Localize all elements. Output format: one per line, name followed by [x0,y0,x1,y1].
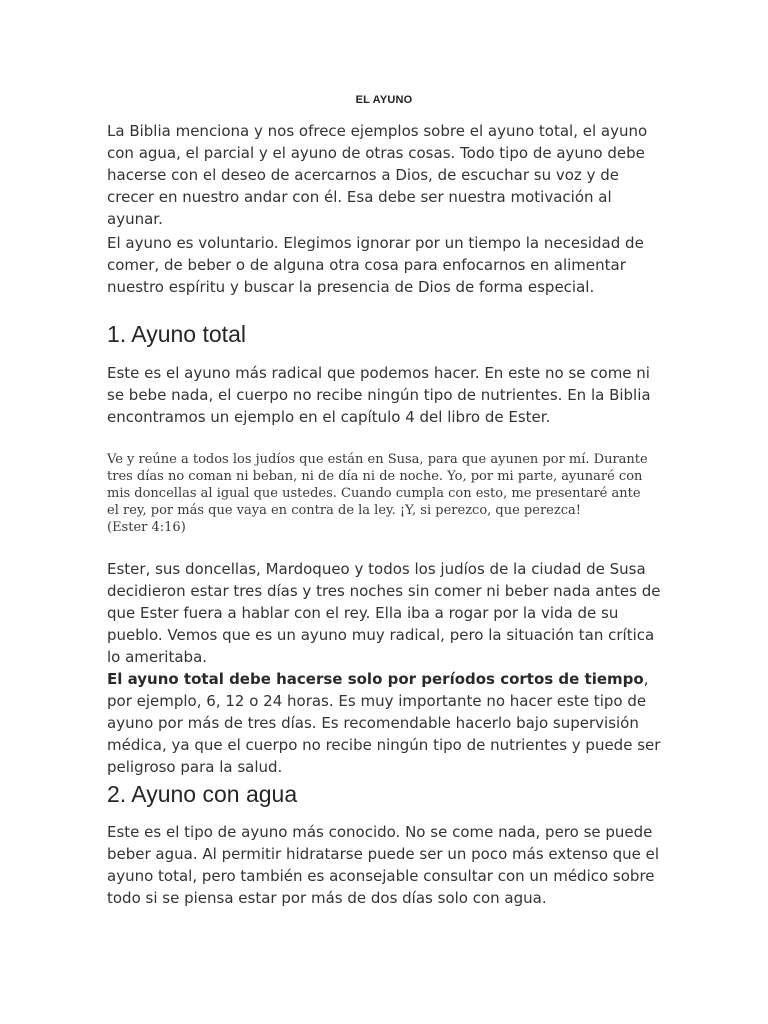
intro-paragraph-2-text: El ayuno es voluntario. Elegimos ignorar por un tiempo la necesidad de comer, de beber o de alguna otra cosa para enfocarnos en alimentar nuestro espíritu y buscar la presencia de Dios de forma especial. [107,234,644,296]
section-1-paragraph-1 [107,362,667,428]
intro-paragraph-2 [107,232,667,298]
intro-paragraph-1-text: La Biblia menciona y nos ofrece ejemplos sobre el ayuno total, el ayuno con agua, el parcial y el ayuno de otras cosas. Todo tipo de ayuno debe hacerse con el deseo de acercarnos a Dios, de escuchar su voz y de crecer en nuestro andar con él. Esa debe ser nuestra motivación al ayunar. [107,122,648,228]
document-title: EL AYUNO [355,94,413,106]
section-2-paragraph-1 [107,821,667,909]
section-2-heading-block [107,780,667,808]
bible-quote-reference: (Ester 4:16) [107,520,186,535]
intro-paragraph-1 [107,120,667,230]
section-1-paragraph-1-text: Este es el ayuno más radical que podemos hacer. En este no se come ni se bebe nada, el cuerpo no recibe ningún tipo de nutrientes. En la Biblia encontramos un ejemplo en el capítulo 4 del libro de Ester. [107,364,651,426]
section-1-heading: 1. Ayuno total [107,321,246,347]
section-1-paragraph-3-bold: El ayuno total debe hacerse solo por períodos cortos de tiempo [107,670,644,688]
bible-quote-text: Ve y reúne a todos los judíos que están en Susa, para que ayunen por mí. Durante tres días no coman ni beban, ni de día ni de noche. Yo, por mi parte, ayunaré con mis doncellas al igual que ustedes. Cuando cumpla con esto, me presentaré ante el rey, por más que vaya en contra de la ley. ¡Y, si perezco, que perezca! [107,452,648,518]
section-1-paragraph-3-rest: , por ejemplo, 6, 12 o 24 horas. Es muy importante no hacer este tipo de ayuno por más de tres días. Es recomendable hacerlo bajo supervisión médica, ya que el cuerpo no recibe ningún tipo de nutrientes y puede ser peligroso para la salud. [107,670,661,776]
section-1-paragraph-3 [107,668,667,778]
section-2-paragraph-1-text: Este es el tipo de ayuno más conocido. No se come nada, pero se puede beber agua. Al permitir hidratarse puede ser un poco más extenso que el ayuno total, pero también es aconsejable consultar con un médico sobre todo si se piensa estar por más de dos días solo con agua. [107,823,660,907]
section-2-heading: 2. Ayuno con agua [107,781,298,807]
section-1-paragraph-2 [107,558,667,668]
section-1-paragraph-3-text [107,668,667,778]
section-1-heading-block [107,320,667,348]
section-1-paragraph-2-text: Ester, sus doncellas, Mardoqueo y todos los judíos de la ciudad de Susa decidieron estar tres días y tres noches sin comer ni beber nada antes de que Ester fuera a hablar con el rey. Ella iba a rogar por la vida de su pueblo. Vemos que es un ayuno muy radical, pero la situación tan crítica lo ameritaba. [107,560,661,666]
bible-quote [107,451,652,536]
